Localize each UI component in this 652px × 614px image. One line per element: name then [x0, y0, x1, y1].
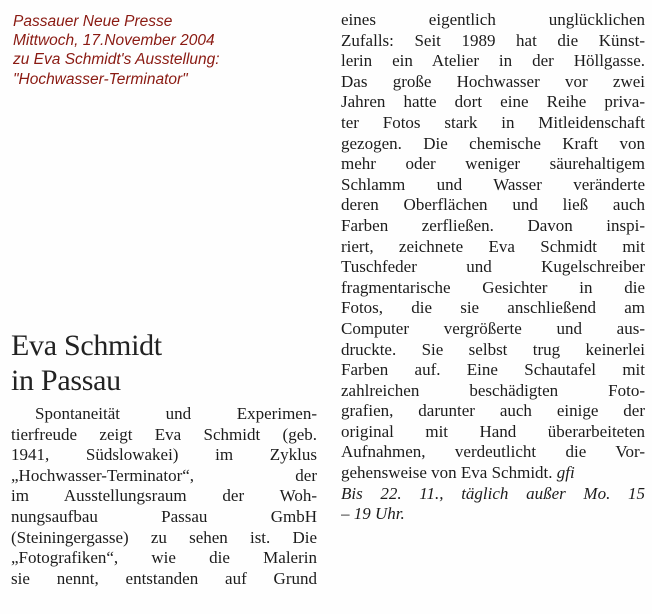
text-line: „Hochwasser-Terminator“, der — [11, 465, 317, 485]
publication-date: Mittwoch, 17.November 2004 — [13, 32, 215, 50]
text-line: Jahren hatte dort eine Reihe priva- — [341, 92, 645, 112]
text-line: Tuschfeder und Kugelschreiber — [341, 257, 645, 277]
author-initials: gfi — [556, 463, 575, 483]
text-line: original mit Hand überarbeiteten — [341, 421, 645, 441]
text-line: tierfreude zeigt Eva Schmidt (geb. — [11, 424, 317, 444]
newspaper-name: Passauer Neue Presse — [13, 13, 173, 30]
text-line: Das große Hochwasser vor zwei — [341, 71, 645, 91]
text-line: sie nennt, entstanden auf Grund — [11, 568, 317, 588]
text-line: Aufnahmen, verdeutlicht die Vor- — [341, 442, 645, 462]
text-line: Spontaneität und Experimen- — [35, 404, 317, 423]
headline-line-1: Eva Schmidt — [11, 329, 162, 362]
text-line: Schlamm und Wasser veränderte — [341, 174, 645, 194]
article-column-left — [11, 404, 317, 589]
text-line: zahlreichen beschädigten Foto- — [341, 380, 645, 400]
text-line: mehr oder weniger säurehaltigem — [341, 154, 645, 174]
article-headline — [11, 328, 162, 398]
text-line: druckte. Sie selbst trug keinerlei — [341, 339, 645, 359]
text-line: Zufalls: Seit 1989 hat die Künst- — [341, 30, 645, 50]
text-line: Farben auf. Eine Schautafel mit — [341, 360, 645, 380]
headline-line-2: in Passau — [11, 364, 121, 397]
text-line: gehensweise von Eva Schmidt. — [341, 463, 553, 483]
text-line: im Ausstellungsraum der Woh- — [11, 486, 317, 506]
text-line: grafien, darunter auch einige der — [341, 401, 645, 421]
article-column-right — [341, 10, 645, 525]
text-line: lerin ein Atelier in der Höllgasse. — [341, 51, 645, 71]
text-line-with-signature — [341, 463, 645, 484]
text-line: eines eigentlich unglücklichen — [341, 10, 645, 29]
text-line: nungsaufbau Passau GmbH — [11, 506, 317, 526]
source-note — [13, 12, 220, 89]
exhibition-hours: – 19 Uhr. — [341, 504, 405, 524]
text-line: ter Fotos stark in Mitleidenschaft — [341, 112, 645, 132]
text-line: deren Oberflächen und ließ auch — [341, 195, 645, 215]
exhibition-title: "Hochwasser-Terminator" — [13, 70, 188, 88]
exhibition-dates: Bis 22. 11., täglich außer Mo. 15 — [341, 483, 645, 503]
text-line: Fotos, die sie anschließend am — [341, 298, 645, 318]
text-line: gezogen. Die chemische Kraft von — [341, 133, 645, 153]
text-line: Computer vergrößerte und aus- — [341, 318, 645, 338]
exhibition-reference: zu Eva Schmidt's Ausstellung: — [13, 51, 220, 69]
text-line: (Steiningergasse) zu sehen ist. Die — [11, 527, 317, 547]
text-line: „Fotografiken“, wie die Malerin — [11, 548, 317, 568]
text-line: riert, zeichnete Eva Schmidt mit — [341, 236, 645, 256]
text-line: 1941, Südslowakei) im Zyklus — [11, 445, 317, 465]
text-line: fragmentarische Gesichter in die — [341, 277, 645, 297]
text-line: Farben zerfließen. Davon inspi- — [341, 215, 645, 235]
